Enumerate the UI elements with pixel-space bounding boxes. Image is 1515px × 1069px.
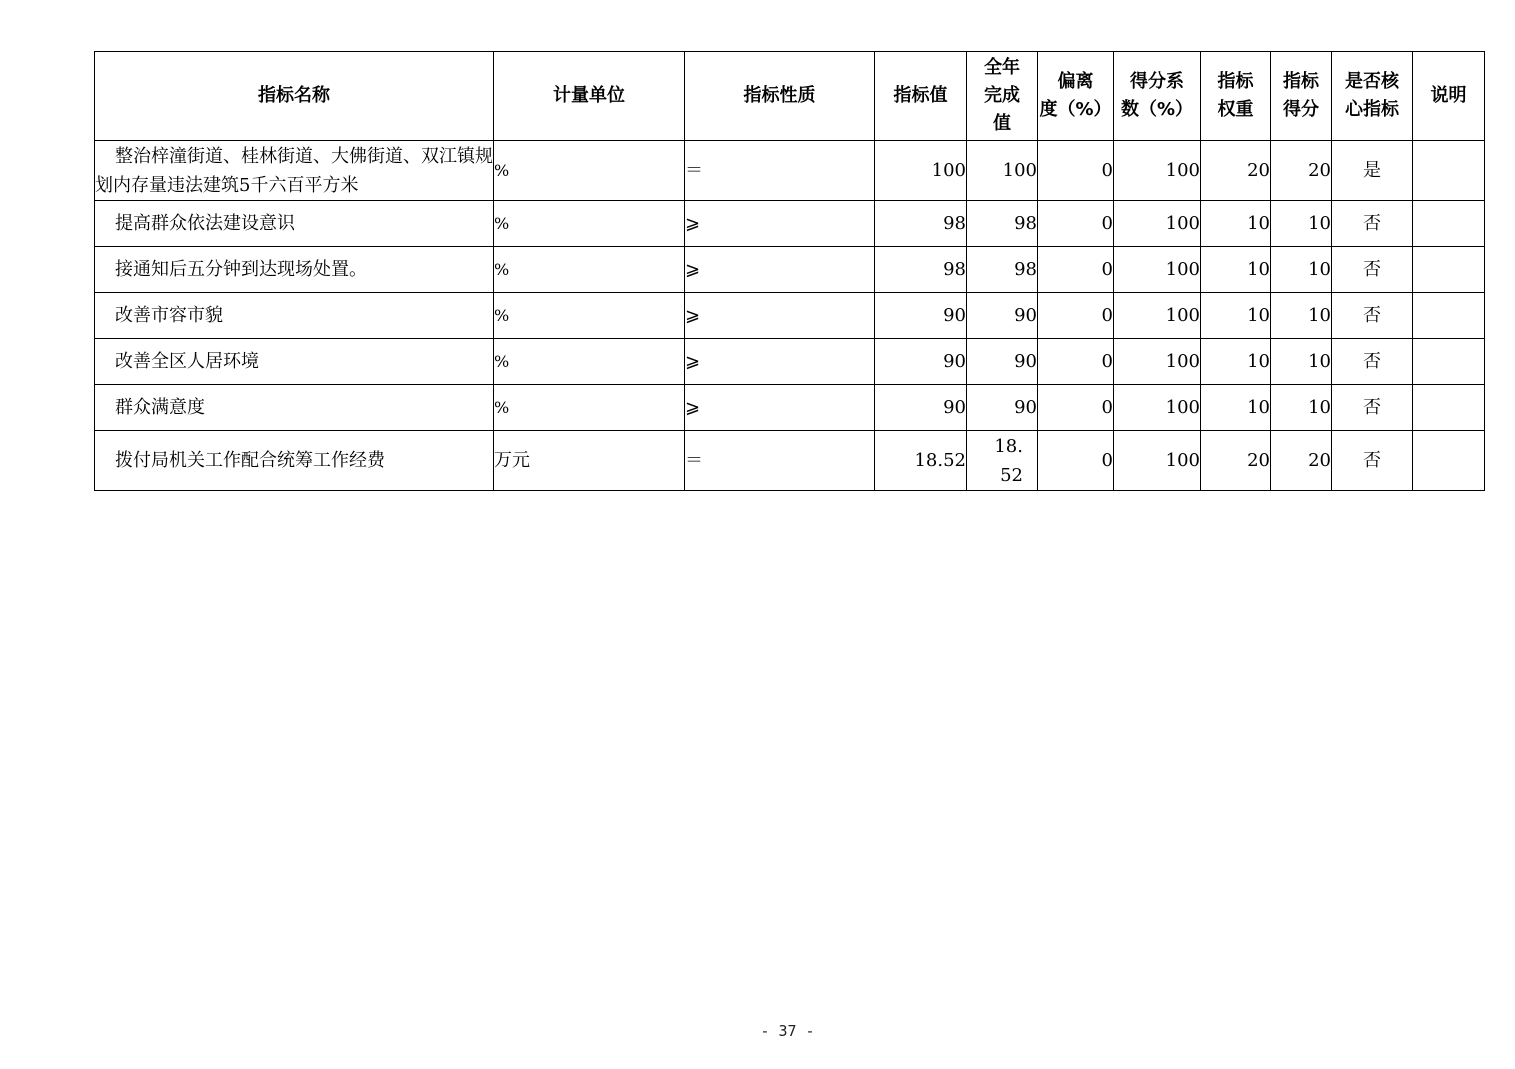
header-indicator-name: 指标名称 <box>95 52 494 141</box>
header-score-coefficient: 得分系 数（%） <box>1114 52 1201 141</box>
table-body <box>95 141 1485 491</box>
unit-text: % <box>494 397 510 417</box>
table-row <box>95 431 1485 491</box>
unit-text: % <box>494 213 510 233</box>
target-value: 18.52 <box>875 431 967 491</box>
score-coefficient: 100 <box>1114 201 1201 247</box>
score-coefficient: 100 <box>1114 293 1201 339</box>
unit-text: % <box>494 259 510 279</box>
score: 10 <box>1271 339 1332 385</box>
unit-text: % <box>494 160 510 180</box>
target-value: 90 <box>875 339 967 385</box>
actual-value-text: 18. 52 <box>994 435 1023 486</box>
core-indicator: 否 <box>1332 293 1413 339</box>
weight: 10 <box>1201 201 1271 247</box>
indicator-name: 群众满意度 <box>95 385 494 431</box>
actual-value: 98 <box>967 201 1038 247</box>
unit <box>494 293 685 339</box>
actual-value: 100 <box>967 141 1038 201</box>
indicator-name: 整治梓潼街道、桂林街道、大佛街道、双江镇规划内存量违法建筑5千六百平方米 <box>95 141 494 201</box>
deviation: 0 <box>1038 141 1114 201</box>
score: 20 <box>1271 141 1332 201</box>
indicator-nature: ⩾ <box>685 247 875 293</box>
score-coefficient: 100 <box>1114 339 1201 385</box>
unit <box>494 247 685 293</box>
indicator-nature: ⩾ <box>685 339 875 385</box>
target-value: 98 <box>875 201 967 247</box>
unit: 万元 <box>494 431 685 491</box>
table-row <box>95 293 1485 339</box>
score-coefficient: 100 <box>1114 247 1201 293</box>
indicator-name: 拨付局机关工作配合统筹工作经费 <box>95 431 494 491</box>
note <box>1413 431 1485 491</box>
deviation: 0 <box>1038 293 1114 339</box>
target-value: 100 <box>875 141 967 201</box>
weight: 10 <box>1201 293 1271 339</box>
table-row <box>95 201 1485 247</box>
header-weight: 指标 权重 <box>1201 52 1271 141</box>
unit <box>494 339 685 385</box>
core-indicator: 否 <box>1332 339 1413 385</box>
actual-value: 90 <box>967 339 1038 385</box>
actual-value <box>967 431 1038 491</box>
indicator-name: 提高群众依法建设意识 <box>95 201 494 247</box>
weight: 10 <box>1201 385 1271 431</box>
score-coefficient: 100 <box>1114 431 1201 491</box>
score: 10 <box>1271 201 1332 247</box>
header-row <box>95 52 1485 141</box>
note <box>1413 141 1485 201</box>
table-row <box>95 141 1485 201</box>
core-indicator: 否 <box>1332 247 1413 293</box>
unit-text: % <box>494 305 510 325</box>
target-value: 90 <box>875 293 967 339</box>
score: 10 <box>1271 385 1332 431</box>
core-indicator: 否 <box>1332 201 1413 247</box>
unit <box>494 385 685 431</box>
deviation: 0 <box>1038 201 1114 247</box>
header-target-value: 指标值 <box>875 52 967 141</box>
core-indicator: 否 <box>1332 385 1413 431</box>
target-value: 90 <box>875 385 967 431</box>
core-indicator: 否 <box>1332 431 1413 491</box>
actual-value: 98 <box>967 247 1038 293</box>
deviation: 0 <box>1038 339 1114 385</box>
indicator-name: 改善全区人居环境 <box>95 339 494 385</box>
table-row <box>95 247 1485 293</box>
header-nature: 指标性质 <box>685 52 875 141</box>
header-deviation: 偏离 度（%） <box>1038 52 1114 141</box>
header-unit: 计量单位 <box>494 52 685 141</box>
page-number: - 37 - <box>760 1022 815 1040</box>
score: 10 <box>1271 247 1332 293</box>
weight: 20 <box>1201 431 1271 491</box>
note <box>1413 339 1485 385</box>
deviation: 0 <box>1038 431 1114 491</box>
indicator-nature: ⩾ <box>685 293 875 339</box>
table-header <box>95 52 1485 141</box>
table-row <box>95 339 1485 385</box>
performance-indicator-table <box>94 51 1485 491</box>
table-row <box>95 385 1485 431</box>
note <box>1413 247 1485 293</box>
core-indicator: 是 <box>1332 141 1413 201</box>
weight: 10 <box>1201 339 1271 385</box>
indicator-nature: ⩾ <box>685 201 875 247</box>
unit <box>494 141 685 201</box>
weight: 20 <box>1201 141 1271 201</box>
note <box>1413 293 1485 339</box>
indicator-nature: ＝ <box>685 141 875 201</box>
unit <box>494 201 685 247</box>
header-core-indicator: 是否核 心指标 <box>1332 52 1413 141</box>
unit-text: % <box>494 351 510 371</box>
weight: 10 <box>1201 247 1271 293</box>
note <box>1413 385 1485 431</box>
indicator-name: 接通知后五分钟到达现场处置。 <box>95 247 494 293</box>
performance-indicator-table-container <box>94 51 1484 491</box>
indicator-nature: ⩾ <box>685 385 875 431</box>
header-score: 指标 得分 <box>1271 52 1332 141</box>
score-coefficient: 100 <box>1114 385 1201 431</box>
score: 20 <box>1271 431 1332 491</box>
header-actual-value: 全年 完成 值 <box>967 52 1038 141</box>
score-coefficient: 100 <box>1114 141 1201 201</box>
header-note: 说明 <box>1413 52 1485 141</box>
score: 10 <box>1271 293 1332 339</box>
actual-value: 90 <box>967 385 1038 431</box>
indicator-nature: ＝ <box>685 431 875 491</box>
note <box>1413 201 1485 247</box>
actual-value: 90 <box>967 293 1038 339</box>
target-value: 98 <box>875 247 967 293</box>
deviation: 0 <box>1038 247 1114 293</box>
indicator-name: 改善市容市貌 <box>95 293 494 339</box>
deviation: 0 <box>1038 385 1114 431</box>
